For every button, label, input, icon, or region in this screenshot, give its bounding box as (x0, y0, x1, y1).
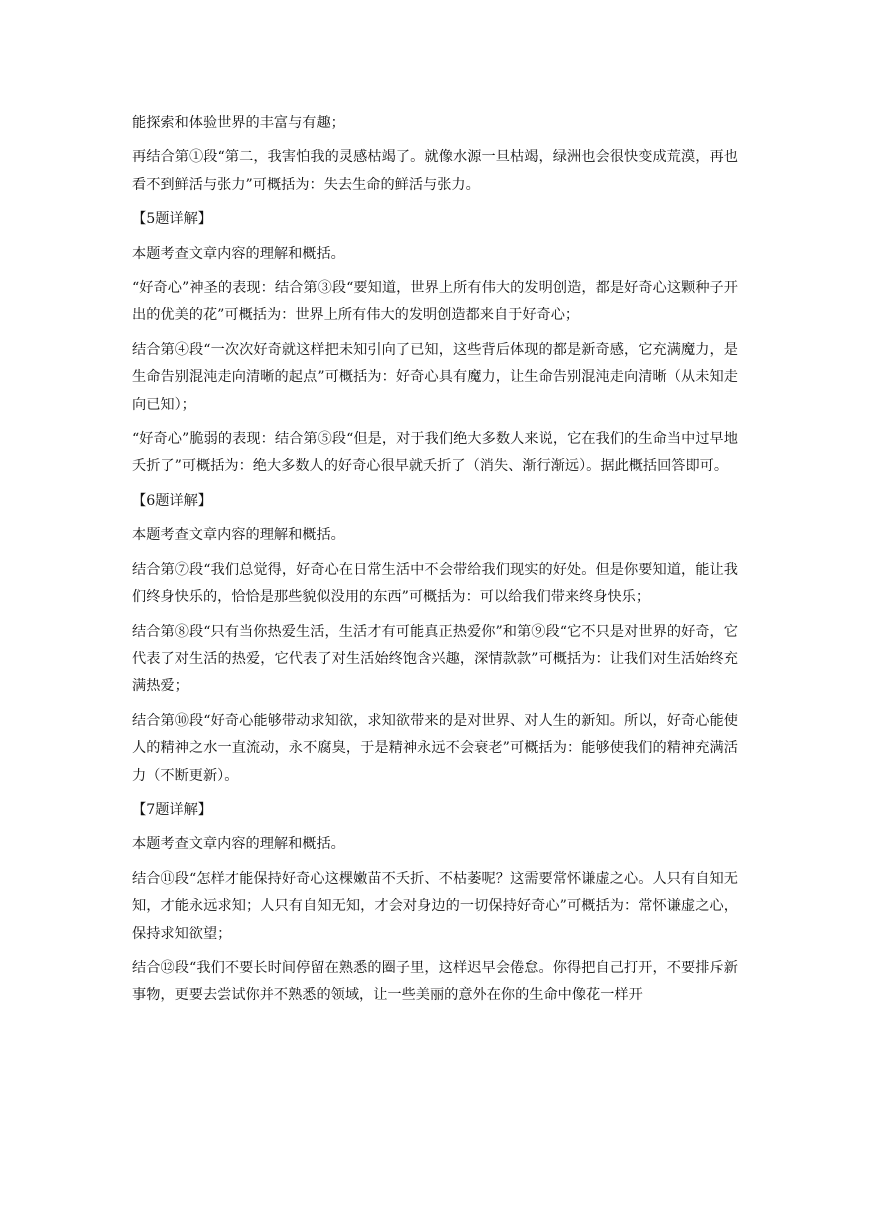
paragraph: 结合第⑩段“好奇心能够带动求知欲，求知欲带来的是对世界、对人生的新知。所以，好奇心能使人的精神之水一直流动，永不腐臭，于是精神永远不会衰老”可概括为：能够使我们的精神充满活力（不断更新）。 (132, 712, 738, 784)
paragraph-continued: 能探索和体验世界的丰富与有趣； (132, 115, 345, 131)
section-heading-q5: 【5题详解】 (132, 211, 212, 228)
paragraph-truncated: 结合⑫段“我们不要长时间停留在熟悉的圈子里，这样迟早会倦怠。你得把自己打开，不要排斥新事物，更要去尝试你并不熟悉的领域，让一些美丽的意外在你的生命中像花一样开 (132, 959, 738, 1004)
paragraph: 本题考查文章内容的理解和概括。 (132, 527, 345, 544)
section-heading-q7: 【7题详解】 (132, 801, 212, 818)
paragraph: 结合第⑦段“我们总觉得，好奇心在日常生活中不会带给我们现实的好处。但是你要知道，能让我们终身快乐的，恰恰是那些貌似没用的东西”可概括为：可以给我们带来终身快乐； (132, 561, 738, 606)
paragraph: 本题考查文章内容的理解和概括。 (132, 836, 345, 853)
paragraph: 再结合第①段“第二，我害怕我的灵感枯竭了。就像水源一旦枯竭，绿洲也会很快变成荒漠，再也看不到鲜活与张力”可概括为：失去生命的鲜活与张力。 (132, 149, 738, 193)
paragraph: 结合第④段“一次次好奇就这样把未知引向了已知，这些背后体现的都是新奇感，它充满魔力，是生命告别混沌走向清晰的起点”可概括为：好奇心具有魔力，让生命告别混沌走向清晰（从未知走向已知）； (132, 341, 738, 413)
paragraph: “好奇心”神圣的表现：结合第③段“要知道，世界上所有伟大的发明创造，都是好奇心这颗种子开出的优美的花”可概括为：世界上所有伟大的发明创造都来自于好奇心； (132, 280, 738, 324)
paragraph: 本题考查文章内容的理解和概括。 (132, 245, 345, 262)
paragraph: 结合第⑧段“只有当你热爱生活，生活才有可能真正热爱你”和第⑨段“它不只是对世界的好奇，它代表了对生活的热爱，它代表了对生活始终饱含兴趣，深情款款”可概括为：让我们对生活始终充满热爱； (132, 623, 738, 695)
document-body (132, 110, 738, 1017)
paragraph: “好奇心”脆弱的表现：结合第⑤段“但是，对于我们绝大多数人来说，它在我们的生命当中过早地夭折了”可概括为：绝大多数人的好奇心很早就夭折了（消失、渐行渐远）。据此概括回答即可。 (132, 431, 738, 475)
paragraph: 结合⑪段“怎样才能保持好奇心这棵嫩苗不夭折、不枯萎呢？这需要常怀谦虚之心。人只有自知无知，才能永远求知；人只有自知无知，才会对身边的一切保持好奇心”可概括为：常怀谦虚之心，保持求知欲望； (132, 870, 738, 942)
section-heading-q6: 【6题详解】 (132, 492, 212, 509)
